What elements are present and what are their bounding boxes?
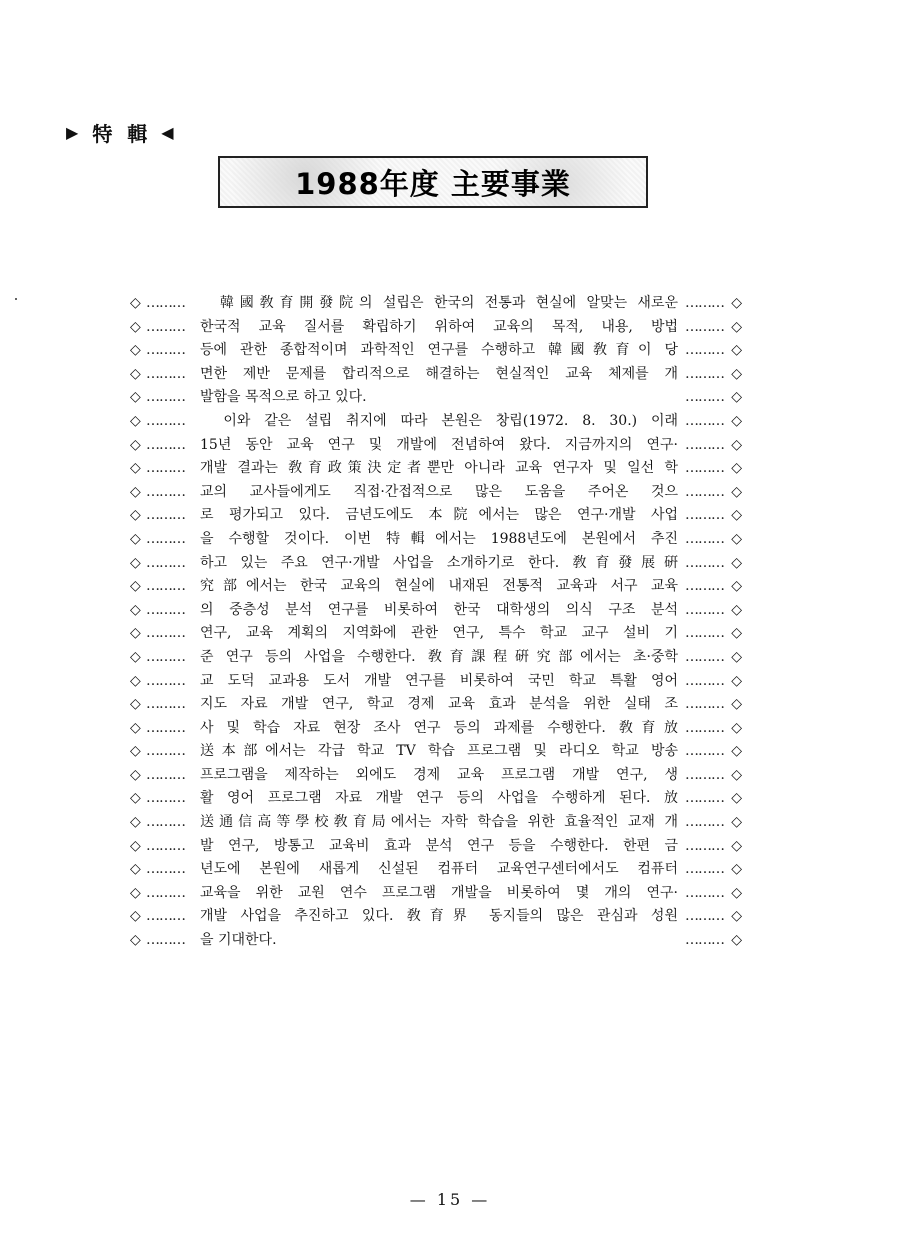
leader-dots: ……… <box>146 696 185 713</box>
diamond-icon: ◇ <box>731 932 742 949</box>
leader-dots: ……… <box>146 342 185 359</box>
line-text: 지도 자료 개발 연구, 학교 경제 교육 효과 분석을 위한 실태 조 <box>200 696 678 713</box>
diamond-icon: ◇ <box>130 436 141 453</box>
text-line <box>130 622 742 646</box>
diamond-icon: ◇ <box>130 932 141 949</box>
leader-dots: ……… <box>685 318 724 335</box>
diamond-icon: ◇ <box>731 554 742 571</box>
text-line <box>130 292 742 316</box>
leader-dots: ……… <box>146 672 185 689</box>
leader-dots: ……… <box>685 412 724 429</box>
diamond-icon: ◇ <box>130 554 141 571</box>
diamond-icon: ◇ <box>130 790 141 807</box>
diamond-icon: ◇ <box>731 884 742 901</box>
leader-dots: ……… <box>146 507 185 524</box>
leader-dots: ……… <box>685 648 724 665</box>
leader-dots: ……… <box>146 578 185 595</box>
title-box <box>218 156 648 208</box>
diamond-icon: ◇ <box>130 884 141 901</box>
section-label <box>66 118 178 147</box>
diamond-icon: ◇ <box>130 837 141 854</box>
diamond-icon: ◇ <box>731 342 742 359</box>
line-text: 프로그램을 제작하는 외에도 경제 교육 프로그램 개발 연구, 생 <box>200 766 678 783</box>
leader-dots: ……… <box>685 932 724 949</box>
line-text: 15년 동안 교육 연구 및 개발에 전념하여 왔다. 지금까지의 연구· <box>200 436 678 453</box>
leader-dots: ……… <box>685 696 724 713</box>
leader-dots: ……… <box>146 625 185 642</box>
text-line <box>130 363 742 387</box>
diamond-icon: ◇ <box>130 766 141 783</box>
diamond-icon: ◇ <box>731 625 742 642</box>
diamond-icon: ◇ <box>130 648 141 665</box>
diamond-icon: ◇ <box>731 743 742 760</box>
diamond-icon: ◇ <box>130 342 141 359</box>
line-text: 韓國敎育開發院의 설립은 한국의 전통과 현실에 알맞는 새로운 <box>200 295 678 311</box>
diamond-icon: ◇ <box>130 908 141 925</box>
section-label-text: 特 輯 <box>92 122 152 146</box>
text-line <box>130 835 742 859</box>
text-line <box>130 858 742 882</box>
line-text: 로 평가되고 있다. 금년도에도 本院에서는 많은 연구·개발 사업 <box>200 507 678 524</box>
line-text: 을 기대한다. <box>200 932 277 949</box>
leader-dots: ……… <box>685 837 724 854</box>
leader-dots: ……… <box>146 460 185 477</box>
line-text: 교육을 위한 교원 연수 프로그램 개발을 비롯하여 몇 개의 연구· <box>200 884 678 901</box>
page-title: 1988年度 主要事業 <box>295 166 571 201</box>
line-text: 개발 사업을 추진하고 있다. 敎育界 동지들의 많은 관심과 성원 <box>200 908 678 925</box>
leader-dots: ……… <box>146 554 185 571</box>
leader-dots: ……… <box>146 790 185 807</box>
text-line <box>130 339 742 363</box>
leader-dots: ……… <box>685 672 724 689</box>
line-text: 사 및 학습 자료 현장 조사 연구 등의 과제를 수행한다. 敎育放 <box>200 719 678 736</box>
leader-dots: ……… <box>685 507 724 524</box>
diamond-icon: ◇ <box>731 530 742 547</box>
text-line <box>130 717 742 741</box>
leader-dots: ……… <box>685 436 724 453</box>
text-line <box>130 457 742 481</box>
diamond-icon: ◇ <box>130 719 141 736</box>
line-text: 년도에 본원에 새롭게 신설된 컴퓨터 교육연구센터에서도 컴퓨터 <box>200 861 678 878</box>
diamond-icon: ◇ <box>731 766 742 783</box>
text-line <box>130 811 742 835</box>
diamond-icon: ◇ <box>731 365 742 382</box>
diamond-icon: ◇ <box>731 601 742 618</box>
line-text: 이와 같은 설립 취지에 따라 본원은 창립(1972. 8. 30.) 이래 <box>200 412 678 429</box>
leader-dots: ……… <box>146 365 185 382</box>
leader-dots: ……… <box>146 436 185 453</box>
diamond-icon: ◇ <box>130 672 141 689</box>
leader-dots: ……… <box>685 790 724 807</box>
right-pointing-triangle-icon: ▶ <box>66 122 83 142</box>
leader-dots: ……… <box>685 295 724 311</box>
diamond-icon: ◇ <box>731 578 742 595</box>
diamond-icon: ◇ <box>731 295 742 311</box>
line-text: 준 연구 등의 사업을 수행한다. 敎育課程硏究部에서는 초·중학 <box>200 648 678 665</box>
leader-dots: ……… <box>685 861 724 878</box>
leader-dots: ……… <box>146 483 185 500</box>
line-text: 의 중층성 분석 연구를 비롯하여 한국 대학생의 의식 구조 분석 <box>200 601 678 618</box>
text-line <box>130 882 742 906</box>
text-line <box>130 481 742 505</box>
leader-dots: ……… <box>146 530 185 547</box>
line-text: 등에 관한 종합적이며 과학적인 연구를 수행하고 韓國敎育이 당 <box>200 342 678 359</box>
diamond-icon: ◇ <box>130 578 141 595</box>
diamond-icon: ◇ <box>731 389 742 406</box>
line-text: 발함을 목적으로 하고 있다. <box>200 389 367 406</box>
leader-dots: ……… <box>146 908 185 925</box>
leader-dots: ……… <box>146 648 185 665</box>
line-text: 을 수행할 것이다. 이번 特輯에서는 1988년도에 본원에서 추진 <box>200 530 678 547</box>
leader-dots: ……… <box>685 766 724 783</box>
leader-dots: ……… <box>146 743 185 760</box>
diamond-icon: ◇ <box>130 743 141 760</box>
line-text: 하고 있는 주요 연구·개발 사업을 소개하기로 한다. 敎育發展硏 <box>200 554 678 571</box>
leader-dots: ……… <box>146 412 185 429</box>
line-text: 한국적 교육 질서를 확립하기 위하여 교육의 목적, 내용, 방법 <box>200 318 678 335</box>
diamond-icon: ◇ <box>731 460 742 477</box>
leader-dots: ……… <box>146 719 185 736</box>
diamond-icon: ◇ <box>130 318 141 335</box>
stray-mark <box>15 298 17 300</box>
diamond-icon: ◇ <box>731 318 742 335</box>
leader-dots: ……… <box>146 766 185 783</box>
diamond-icon: ◇ <box>731 908 742 925</box>
diamond-icon: ◇ <box>731 436 742 453</box>
leader-dots: ……… <box>685 884 724 901</box>
diamond-icon: ◇ <box>130 412 141 429</box>
line-text: 究部에서는 한국 교육의 현실에 내재된 전통적 교육과 서구 교육 <box>200 578 678 595</box>
line-text: 개발 결과는 敎育政策決定者뿐만 아니라 교육 연구자 및 일선 학 <box>200 460 678 477</box>
leader-dots: ……… <box>146 861 185 878</box>
leader-dots: ……… <box>685 578 724 595</box>
diamond-icon: ◇ <box>130 483 141 500</box>
diamond-icon: ◇ <box>731 483 742 500</box>
diamond-icon: ◇ <box>130 507 141 524</box>
left-pointing-triangle-icon: ◀ <box>161 122 178 142</box>
leader-dots: ……… <box>685 908 724 925</box>
leader-dots: ……… <box>146 932 185 949</box>
text-line <box>130 599 742 623</box>
text-line <box>130 693 742 717</box>
leader-dots: ……… <box>146 837 185 854</box>
text-line <box>130 670 742 694</box>
diamond-icon: ◇ <box>130 601 141 618</box>
leader-dots: ……… <box>146 389 185 406</box>
leader-dots: ……… <box>685 365 724 382</box>
diamond-icon: ◇ <box>130 530 141 547</box>
line-text: 送通信高等學校敎育局에서는 자학 학습을 위한 효율적인 교재 개 <box>200 814 678 831</box>
line-text: 送本部에서는 각급 학교 TV 학습 프로그램 및 라디오 학교 방송 <box>200 743 678 760</box>
line-text: 활 영어 프로그램 자료 개발 연구 등의 사업을 수행하게 된다. 放 <box>200 790 678 807</box>
diamond-icon: ◇ <box>731 672 742 689</box>
diamond-icon: ◇ <box>731 790 742 807</box>
leader-dots: ……… <box>685 460 724 477</box>
text-line <box>130 386 742 410</box>
leader-dots: ……… <box>685 530 724 547</box>
text-line <box>130 787 742 811</box>
leader-dots: ……… <box>146 884 185 901</box>
text-line <box>130 646 742 670</box>
text-line <box>130 316 742 340</box>
diamond-icon: ◇ <box>130 295 141 311</box>
text-line <box>130 905 742 929</box>
text-line <box>130 504 742 528</box>
text-line <box>130 552 742 576</box>
leader-dots: ……… <box>685 601 724 618</box>
diamond-icon: ◇ <box>731 412 742 429</box>
body-text <box>130 292 742 953</box>
leader-dots: ……… <box>685 483 724 500</box>
diamond-icon: ◇ <box>731 837 742 854</box>
leader-dots: ……… <box>685 814 724 831</box>
leader-dots: ……… <box>146 814 185 831</box>
diamond-icon: ◇ <box>130 861 141 878</box>
text-line <box>130 740 742 764</box>
leader-dots: ……… <box>146 295 185 311</box>
text-line <box>130 764 742 788</box>
leader-dots: ……… <box>685 554 724 571</box>
leader-dots: ……… <box>146 601 185 618</box>
diamond-icon: ◇ <box>731 696 742 713</box>
line-text: 교의 교사들에게도 직접·간접적으로 많은 도움을 주어온 것으 <box>200 483 678 500</box>
page-number: — 15 — <box>409 1190 491 1209</box>
line-text: 교 도덕 교과용 도서 개발 연구를 비롯하여 국민 학교 특활 영어 <box>200 672 678 689</box>
diamond-icon: ◇ <box>731 719 742 736</box>
text-line <box>130 434 742 458</box>
leader-dots: ……… <box>685 719 724 736</box>
diamond-icon: ◇ <box>731 648 742 665</box>
diamond-icon: ◇ <box>731 814 742 831</box>
line-text: 발 연구, 방통고 교육비 효과 분석 연구 등을 수행한다. 한편 금 <box>200 837 678 854</box>
leader-dots: ……… <box>685 342 724 359</box>
text-line <box>130 528 742 552</box>
diamond-icon: ◇ <box>130 460 141 477</box>
text-line <box>130 410 742 434</box>
leader-dots: ……… <box>146 318 185 335</box>
diamond-icon: ◇ <box>130 696 141 713</box>
diamond-icon: ◇ <box>130 389 141 406</box>
text-line <box>130 575 742 599</box>
leader-dots: ……… <box>685 625 724 642</box>
text-line <box>130 929 742 953</box>
line-text: 면한 제반 문제를 합리적으로 해결하는 현실적인 교육 체제를 개 <box>200 365 678 382</box>
diamond-icon: ◇ <box>731 861 742 878</box>
diamond-icon: ◇ <box>130 814 141 831</box>
leader-dots: ……… <box>685 389 724 406</box>
line-text: 연구, 교육 계획의 지역화에 관한 연구, 특수 학교 교구 설비 기 <box>200 625 678 642</box>
diamond-icon: ◇ <box>731 507 742 524</box>
leader-dots: ……… <box>685 743 724 760</box>
diamond-icon: ◇ <box>130 625 141 642</box>
diamond-icon: ◇ <box>130 365 141 382</box>
